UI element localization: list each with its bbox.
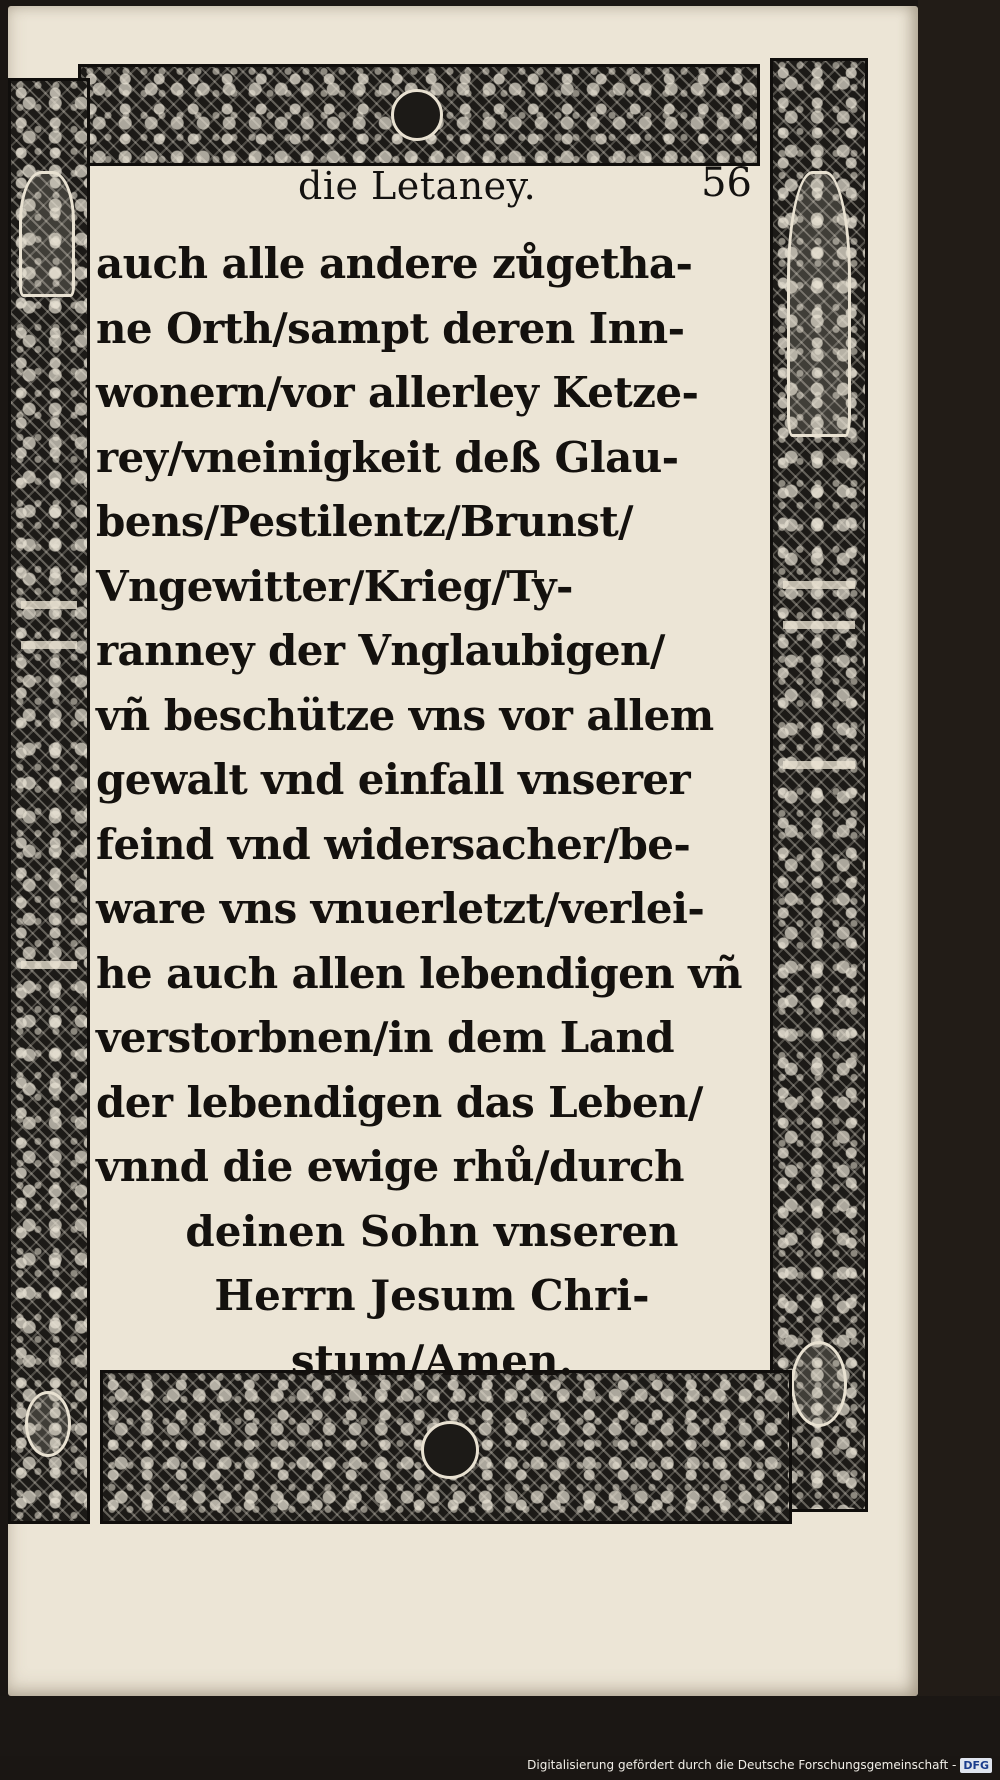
page-number: 56	[701, 160, 752, 206]
text-line: feind vnd widersacher/be-	[96, 819, 691, 869]
column-ornament	[21, 641, 77, 649]
text-line: der lebendigen das Leben/	[96, 1077, 703, 1127]
text-line: ware vns vnuerletzt/verlei-	[96, 884, 705, 933]
column-ornament	[21, 601, 77, 609]
saint-with-sword-ornament	[787, 171, 851, 437]
text-line: bens/Pestilentz/Brunst/	[96, 497, 633, 546]
text-line: ne Orth/sampt deren Inn-	[96, 303, 685, 353]
woodcut-border-left	[8, 78, 90, 1524]
text-line: Herrn Jesum Chri-	[214, 1271, 650, 1320]
text-line: Vngewitter/Krieg/Ty-	[96, 561, 573, 611]
column-ornament	[783, 621, 855, 629]
woodcut-border-right	[770, 58, 868, 1512]
text-line: rey/vneinigkeit deß Glau-	[96, 432, 679, 482]
running-head	[88, 160, 760, 220]
text-line: he auch allen lebendigen vñ	[96, 948, 742, 998]
running-head-title: die Letaney.	[298, 164, 537, 208]
rosette-ornament	[25, 1391, 71, 1457]
text-line: gewalt vnd einfall vnserer	[96, 755, 691, 804]
text-line: vnnd die ewige rhů/durch	[96, 1142, 684, 1191]
scan-background-bottom	[0, 1696, 1000, 1756]
dfg-logo: DFG	[960, 1758, 992, 1773]
text-line: deinen Sohn vnseren	[185, 1206, 679, 1256]
text-line: verstorbnen/in dem Land	[96, 1013, 675, 1062]
text-line: auch alle andere zůgetha-	[96, 239, 693, 288]
text-line: vñ beschütze vns vor allem	[96, 690, 714, 740]
column-ornament	[783, 581, 855, 589]
flower-medallion-ornament	[421, 1421, 479, 1479]
saint-figure-ornament	[19, 171, 75, 297]
woodcut-border-bottom	[100, 1370, 792, 1524]
credit-text: Digitalisierung gefördert durch die Deutsche Forschungsgemeinschaft -	[527, 1758, 957, 1772]
litany-text	[96, 232, 768, 1393]
column-ornament	[21, 961, 77, 969]
column-ornament	[783, 761, 855, 769]
scan-background-right	[918, 0, 1000, 1700]
rosette-ornament	[791, 1341, 847, 1427]
text-line: wonern/vor allerley Ketze-	[96, 368, 699, 417]
woodcut-border-top	[78, 64, 760, 166]
crown-medallion-ornament	[391, 89, 443, 141]
text-line: ranney der Vnglaubigen/	[96, 626, 665, 675]
text-line: stum/Amen.	[290, 1335, 574, 1385]
digitization-credit	[527, 1756, 992, 1774]
